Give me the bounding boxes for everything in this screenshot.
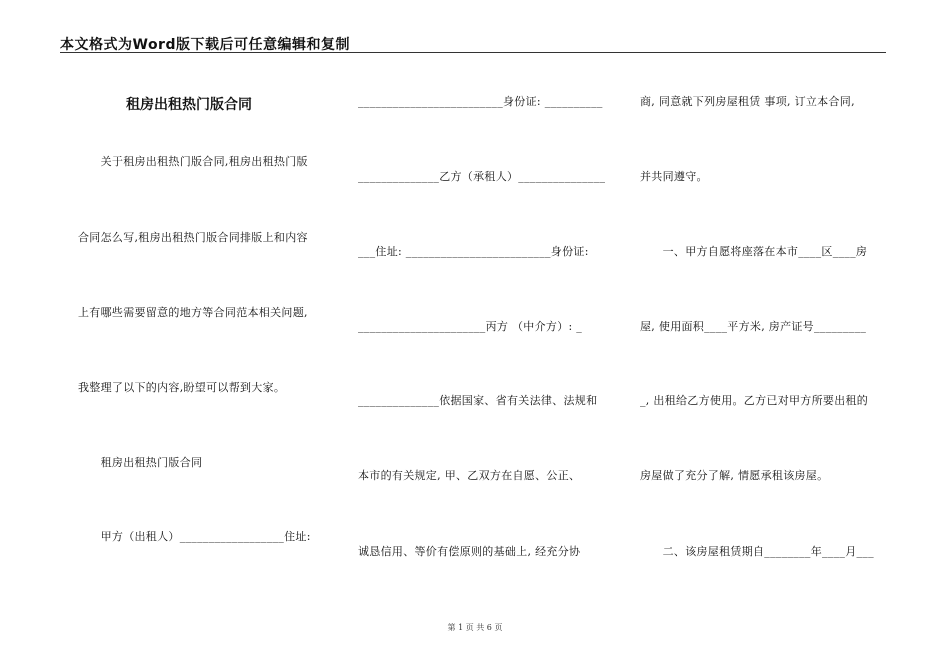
paragraph-line: _________________________身份证: __________ xyxy=(358,95,603,108)
header-title: 本文格式为Word版下载后可任意编辑和复制 xyxy=(60,37,350,53)
paragraph-line: 合同怎么写,租房出租热门版合同排版上和内容 xyxy=(78,231,308,244)
paragraph-line: 一、甲方自愿将座落在本市____区____房 xyxy=(640,245,868,258)
paragraph-line: 屋, 使用面积____平方米, 房产证号_________ xyxy=(640,320,867,333)
paragraph-line: _, 出租给乙方使用。乙方已对甲方所要出租的 xyxy=(640,394,869,407)
paragraph-line: ___住址: _________________________身份证: xyxy=(358,245,589,258)
page-number: 第 1 页 共 6 页 xyxy=(447,623,503,632)
header-divider xyxy=(60,52,886,53)
paragraph-line: 商, 同意就下列房屋租赁 事项, 订立本合同, xyxy=(640,95,855,108)
paragraph-line: 上有哪些需要留意的地方等合同范本相关问题, xyxy=(78,306,308,319)
paragraph-line: ______________乙方（承租人）_______________ xyxy=(358,170,606,183)
paragraph-line: 诚恳信用、等价有偿原则的基础上, 经充分协 xyxy=(358,545,581,558)
paragraph-line: 租房出租热门版合同 xyxy=(78,456,203,469)
paragraph-line: 本市的有关规定, 甲、乙双方在自愿、公正、 xyxy=(358,469,581,482)
paragraph-line: 关于租房出租热门版合同,租房出租热门版 xyxy=(78,155,308,168)
paragraph-line: ______________依据国家、省有关法律、法规和 xyxy=(358,394,598,407)
paragraph-line: 甲方（出租人）__________________住址: xyxy=(78,530,311,543)
paragraph-line: 房屋做了充分了解, 情愿承租该房屋。 xyxy=(640,469,829,482)
document-title: 租房出租热门版合同 xyxy=(126,97,252,113)
paragraph-line: ______________________丙方 （中介方）: _ xyxy=(358,320,583,333)
paragraph-line: 二、该房屋租赁期自________年____月___ xyxy=(640,545,874,558)
paragraph-line: 我整理了以下的内容,盼望可以帮到大家。 xyxy=(78,381,286,394)
paragraph-line: 并共同遵守。 xyxy=(640,170,708,183)
